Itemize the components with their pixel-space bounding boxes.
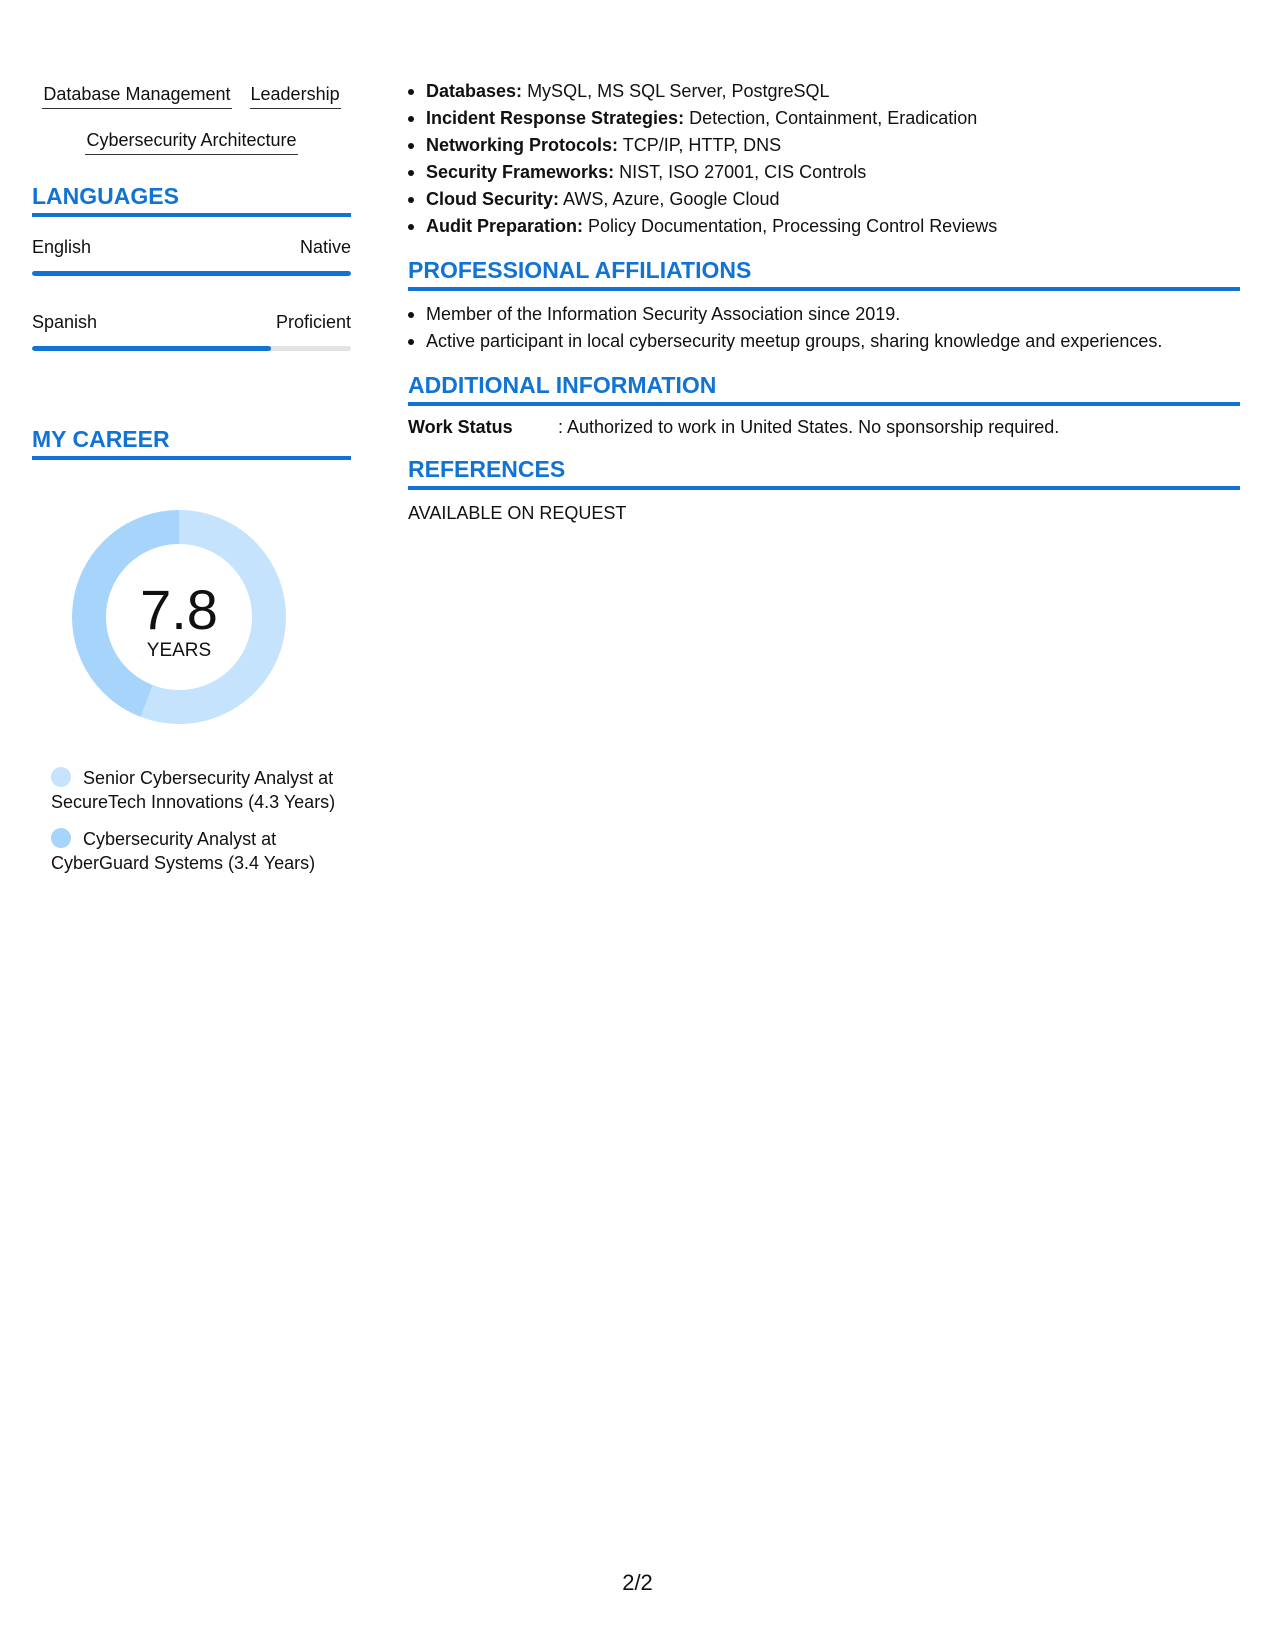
career-total-years: 7.8	[140, 578, 218, 641]
legend-item	[51, 827, 336, 875]
list-item: Cloud Security: AWS, Azure, Google Cloud	[408, 186, 1240, 213]
skill-tag: Leadership	[250, 82, 341, 109]
list-item: Networking Protocols: TCP/IP, HTTP, DNS	[408, 132, 1240, 159]
list-item: Active participant in local cybersecurity meetup groups, sharing knowledge and experiences.	[408, 328, 1240, 355]
work-status-row	[408, 415, 1240, 439]
language-name: English	[32, 237, 92, 257]
additional-info-heading: ADDITIONAL INFORMATION	[408, 371, 1240, 406]
legend-label: Senior Cybersecurity Analyst at SecureTech Innovations (4.3 Years)	[51, 768, 336, 812]
skill-tags	[32, 82, 351, 155]
legend-dot	[51, 767, 71, 787]
donut-center	[66, 504, 292, 730]
affiliations-list	[408, 301, 1240, 355]
right-column	[408, 78, 1240, 525]
language-item	[32, 236, 351, 276]
language-bar	[32, 271, 351, 276]
left-column	[32, 82, 351, 888]
legend-item	[51, 766, 336, 814]
work-status-label: Work Status	[408, 417, 513, 437]
list-item: Member of the Information Security Association since 2019.	[408, 301, 1240, 328]
language-bar-fill	[32, 271, 351, 276]
language-bar-fill	[32, 346, 271, 351]
language-level: Native	[299, 237, 351, 257]
list-item: Audit Preparation: Policy Documentation, Processing Control Reviews	[408, 213, 1240, 240]
affiliations-heading: PROFESSIONAL AFFILIATIONS	[408, 256, 1240, 291]
page-number: 2/2	[622, 1570, 653, 1595]
language-item	[32, 311, 351, 351]
skill-tag: Database Management	[42, 82, 231, 109]
career-donut-chart	[66, 504, 292, 730]
references-text: AVAILABLE ON REQUEST	[408, 503, 627, 523]
work-status-value: : Authorized to work in United States. No sponsorship required.	[558, 417, 1060, 437]
language-bar	[32, 346, 351, 351]
language-name: Spanish	[32, 312, 98, 332]
list-item: Security Frameworks: NIST, ISO 27001, CIS Controls	[408, 159, 1240, 186]
career-heading: MY CAREER	[32, 425, 351, 460]
skill-tag: Cybersecurity Architecture	[85, 128, 297, 155]
career-total-unit: YEARS	[146, 640, 212, 661]
technical-skills-list	[408, 78, 1240, 240]
language-level: Proficient	[275, 312, 351, 332]
legend-label: Cybersecurity Analyst at CyberGuard Systems (3.4 Years)	[51, 829, 316, 873]
languages-heading: LANGUAGES	[32, 182, 351, 217]
legend-dot	[51, 828, 71, 848]
references-heading: REFERENCES	[408, 455, 1240, 490]
career-legend	[51, 766, 336, 875]
list-item: Databases: MySQL, MS SQL Server, PostgreSQL	[408, 78, 1240, 105]
list-item: Incident Response Strategies: Detection, Containment, Eradication	[408, 105, 1240, 132]
